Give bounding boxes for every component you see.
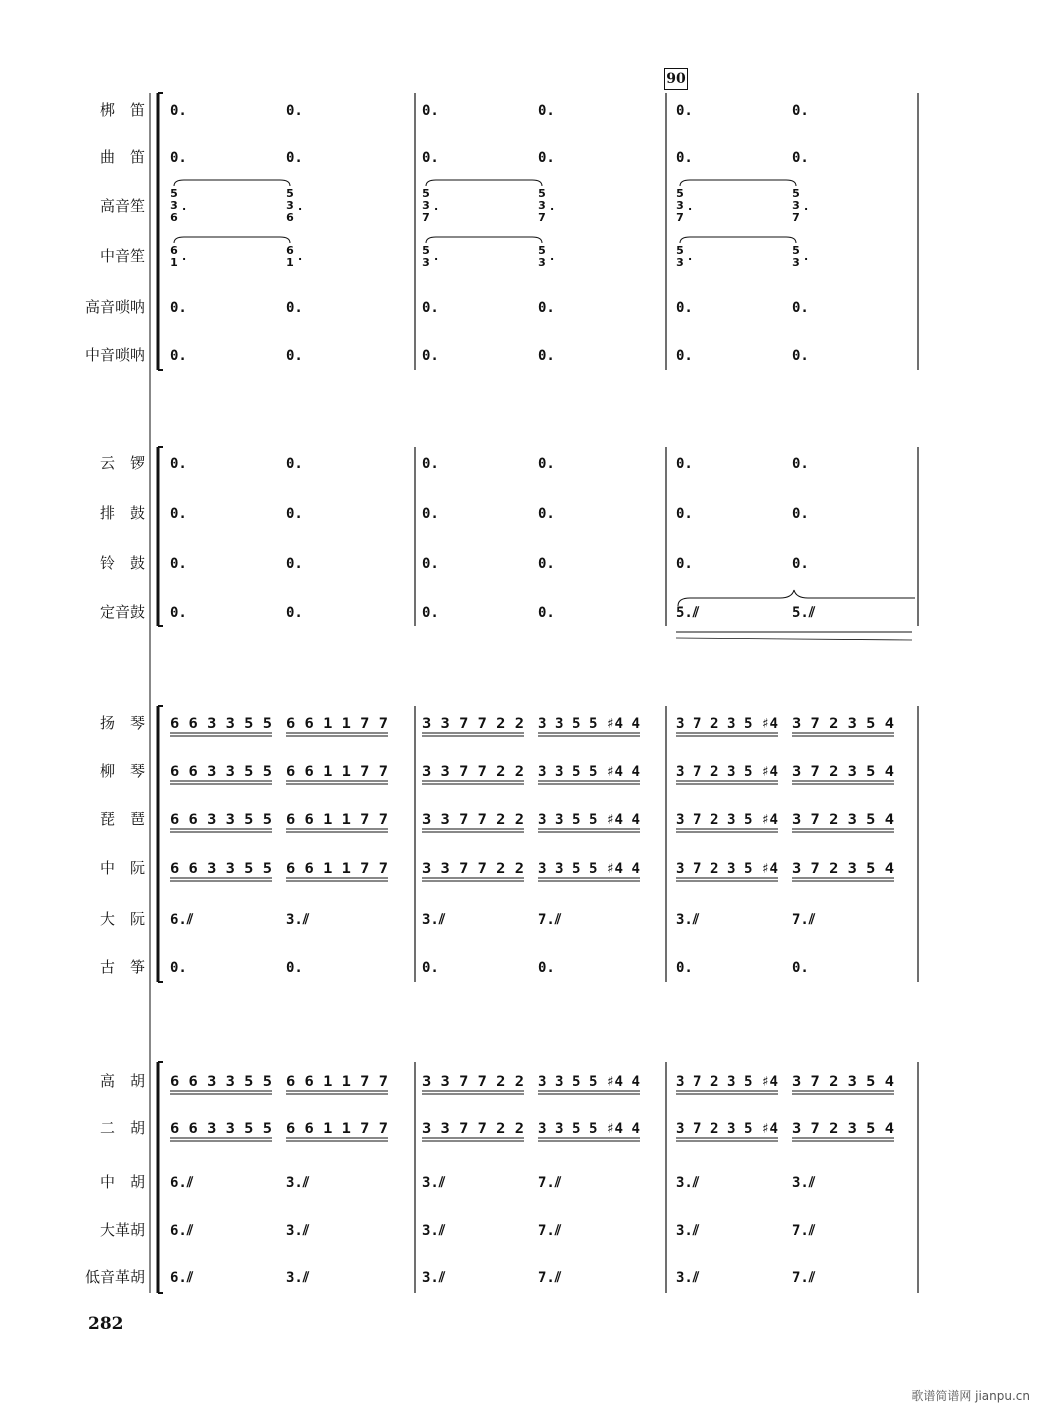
- measure-note: 6.⫽: [170, 1223, 194, 1239]
- dot-duration: .: [182, 200, 187, 213]
- measure-note: 0.: [676, 150, 693, 166]
- tie-arc: [426, 237, 542, 243]
- measure-run: 3 3 7 7 2 2: [422, 1074, 524, 1090]
- chord-note: 3: [538, 256, 546, 269]
- measure-note: 6.⫽: [170, 912, 194, 928]
- measure-note: 3.⫽: [422, 1223, 446, 1239]
- measure-note: 0.: [286, 960, 303, 976]
- measure-run: 3 7 2 3 5 ♯4: [676, 1074, 778, 1090]
- measure-run: 6 6 1 1 7 7: [286, 812, 388, 828]
- tie-arc: [174, 237, 290, 243]
- measure-note: 0.: [286, 605, 303, 621]
- dot-duration: .: [804, 200, 809, 213]
- instrument-label: 扬 琴: [99, 714, 145, 732]
- measure-run: 3 3 5 5 ♯4 4: [538, 764, 640, 780]
- chord-note: 3: [792, 256, 800, 269]
- measure-run: 3 3 7 7 2 2: [422, 1121, 524, 1137]
- measure-note: 7.⫽: [538, 912, 562, 928]
- measure-note: 3.⫽: [676, 912, 700, 928]
- measure-note: 0.: [422, 103, 439, 119]
- chord-note: 3: [170, 199, 178, 212]
- dot-duration: .: [182, 250, 187, 263]
- measure-run: 3 7 2 3 5 4: [792, 812, 894, 828]
- measure-note: 0.: [538, 300, 555, 316]
- instrument-label: 梆 笛: [99, 101, 145, 119]
- measure-note: 0.: [538, 556, 555, 572]
- tie-arc: [680, 180, 796, 186]
- measure-run: 3 3 5 5 ♯4 4: [538, 1121, 640, 1137]
- measure-note: 3.⫽: [286, 1270, 310, 1286]
- measure-run: 6 6 3 3 5 5: [170, 1074, 272, 1090]
- measure-run: 3 7 2 3 5 4: [792, 1074, 894, 1090]
- measure-run: 3 3 7 7 2 2: [422, 812, 524, 828]
- measure-note: 3.⫽: [422, 1270, 446, 1286]
- measure-note: 7.⫽: [792, 912, 816, 928]
- measure-run: 3 3 5 5 ♯4 4: [538, 716, 640, 732]
- measure-run: 3 7 2 3 5 ♯4: [676, 812, 778, 828]
- measure-run: 6 6 1 1 7 7: [286, 764, 388, 780]
- measure-note: 0.: [538, 150, 555, 166]
- chord-note: 7: [422, 211, 430, 224]
- measure-run: 6 6 1 1 7 7: [286, 1074, 388, 1090]
- measure-note: 0.: [792, 103, 809, 119]
- instrument-label: 高音唢呐: [84, 298, 145, 316]
- instrument-label: 高音笙: [99, 197, 145, 215]
- tie-arc: [174, 180, 290, 186]
- measure-run: 3 3 5 5 ♯4 4: [538, 1074, 640, 1090]
- instrument-label: 中音笙: [99, 247, 145, 265]
- measure-run: 3 7 2 3 5 4: [792, 716, 894, 732]
- measure-note: 0.: [170, 605, 187, 621]
- measure-run: 3 3 7 7 2 2: [422, 861, 524, 877]
- instrument-label: 大革胡: [99, 1221, 145, 1239]
- measure-note: 0.: [792, 960, 809, 976]
- measure-run: 6 6 1 1 7 7: [286, 716, 388, 732]
- instrument-label: 高 胡: [99, 1072, 145, 1090]
- dot-duration: .: [804, 250, 809, 263]
- chord-note: 1: [286, 256, 294, 269]
- measure-run: 6 6 1 1 7 7: [286, 861, 388, 877]
- measure-note: 0.: [286, 506, 303, 522]
- tie-arc: [678, 590, 915, 606]
- chord-note: 7: [538, 211, 546, 224]
- instrument-label: 云 锣: [99, 454, 145, 472]
- measure-note: 7.⫽: [792, 1270, 816, 1286]
- crescendo-line: [676, 638, 912, 640]
- measure-note: 0.: [676, 556, 693, 572]
- measure-note: 7.⫽: [538, 1175, 562, 1191]
- chord-note: 5: [422, 244, 430, 257]
- measure-run: 3 3 7 7 2 2: [422, 764, 524, 780]
- measure-note: 0.: [792, 348, 809, 364]
- chord-note: 7: [792, 211, 800, 224]
- dot-duration: .: [434, 250, 439, 263]
- measure-note: 6.⫽: [170, 1270, 194, 1286]
- measure-run: 6 6 3 3 5 5: [170, 764, 272, 780]
- measure-note: 7.⫽: [538, 1223, 562, 1239]
- instrument-label: 低音革胡: [84, 1268, 145, 1286]
- measure-run: 3 7 2 3 5 ♯4: [676, 1121, 778, 1137]
- tie-arc: [680, 237, 796, 243]
- measure-note: 0.: [676, 506, 693, 522]
- watermark: 歌谱简谱网 jianpu.cn: [911, 1389, 1030, 1403]
- chord-note: 1: [170, 256, 178, 269]
- chord-note: 3: [676, 256, 684, 269]
- measure-note: 0.: [676, 300, 693, 316]
- measure-note: 0.: [422, 506, 439, 522]
- dot-duration: .: [434, 200, 439, 213]
- measure-note: 0.: [170, 506, 187, 522]
- instrument-label: 曲 笛: [99, 148, 145, 166]
- chord-note: 3: [676, 199, 684, 212]
- measure-note: 0.: [676, 103, 693, 119]
- measure-run: 6 6 1 1 7 7: [286, 1121, 388, 1137]
- measure-note: 0.: [676, 960, 693, 976]
- measure-run: 3 7 2 3 5 4: [792, 764, 894, 780]
- chord-note: 7: [676, 211, 684, 224]
- measure-note: 0.: [422, 556, 439, 572]
- chord-note: 5: [286, 187, 294, 200]
- measure-run: 6 6 3 3 5 5: [170, 716, 272, 732]
- chord-note: 5: [792, 244, 800, 257]
- chord-note: 3: [286, 199, 294, 212]
- instrument-label: 柳 琴: [99, 762, 145, 780]
- measure-note: 0.: [538, 456, 555, 472]
- measure-note: 0.: [170, 556, 187, 572]
- measure-note: 0.: [422, 300, 439, 316]
- measure-note: 7.⫽: [538, 1270, 562, 1286]
- instrument-label: 二 胡: [99, 1119, 145, 1137]
- chord-note: 5: [170, 187, 178, 200]
- measure-note: 0.: [170, 150, 187, 166]
- measure-note: 0.: [170, 300, 187, 316]
- measure-note: 0.: [792, 506, 809, 522]
- measure-note: 0.: [792, 556, 809, 572]
- measure-run: 3 3 5 5 ♯4 4: [538, 812, 640, 828]
- measure-note: 3.⫽: [286, 912, 310, 928]
- chord-note: 6: [170, 211, 178, 224]
- tie-arc: [426, 180, 542, 186]
- measure-note: 0.: [792, 150, 809, 166]
- measure-run: 6 6 3 3 5 5: [170, 812, 272, 828]
- measure-run: 3 7 2 3 5 ♯4: [676, 764, 778, 780]
- measure-note: 0.: [792, 300, 809, 316]
- instrument-label: 古 筝: [99, 958, 145, 976]
- measure-note: 3.⫽: [422, 912, 446, 928]
- measure-run: 3 3 7 7 2 2: [422, 716, 524, 732]
- chord-note: 5: [792, 187, 800, 200]
- dot-duration: .: [550, 200, 555, 213]
- measure-run: 3 7 2 3 5 4: [792, 1121, 894, 1137]
- instrument-label: 中 胡: [99, 1173, 145, 1191]
- measure-run: 3 3 5 5 ♯4 4: [538, 861, 640, 877]
- measure-note: 7.⫽: [792, 1223, 816, 1239]
- measure-note: 0.: [286, 556, 303, 572]
- dot-duration: .: [298, 200, 303, 213]
- measure-run: 6 6 3 3 5 5: [170, 1121, 272, 1137]
- measure-note: 0.: [286, 456, 303, 472]
- measure-note: 0.: [538, 506, 555, 522]
- measure-run: 3 7 2 3 5 4: [792, 861, 894, 877]
- measure-note: 0.: [538, 960, 555, 976]
- instrument-label: 大 阮: [99, 910, 145, 928]
- measure-note: 0.: [170, 103, 187, 119]
- page-number: 282: [88, 1314, 124, 1334]
- measure-note: 0.: [170, 348, 187, 364]
- measure-note: 5.⫽: [792, 605, 816, 621]
- instrument-label: 铃 鼓: [99, 554, 145, 572]
- measure-note: 6.⫽: [170, 1175, 194, 1191]
- chord-note: 6: [286, 244, 294, 257]
- measure-run: 3 7 2 3 5 ♯4: [676, 716, 778, 732]
- measure-note: 3.⫽: [676, 1223, 700, 1239]
- measure-note: 3.⫽: [286, 1175, 310, 1191]
- measure-note: 3.⫽: [286, 1223, 310, 1239]
- instrument-label: 排 鼓: [99, 504, 145, 522]
- measure-note: 0.: [792, 456, 809, 472]
- measure-note: 0.: [422, 605, 439, 621]
- instrument-label: 定音鼓: [99, 603, 145, 621]
- measure-note: 0.: [422, 348, 439, 364]
- chord-note: 5: [538, 244, 546, 257]
- chord-note: 3: [538, 199, 546, 212]
- dot-duration: .: [688, 250, 693, 263]
- chord-note: 5: [676, 244, 684, 257]
- measure-run: 6 6 3 3 5 5: [170, 861, 272, 877]
- measure-note: 3.⫽: [676, 1270, 700, 1286]
- chord-note: 5: [422, 187, 430, 200]
- measure-note: 0.: [422, 960, 439, 976]
- measure-run: 3 7 2 3 5 ♯4: [676, 861, 778, 877]
- chord-note: 5: [676, 187, 684, 200]
- measure-note: 0.: [676, 456, 693, 472]
- measure-note: 0.: [538, 605, 555, 621]
- measure-note: 5.⫽: [676, 605, 700, 621]
- chord-note: 6: [286, 211, 294, 224]
- measure-note: 3.⫽: [422, 1175, 446, 1191]
- instrument-label: 琵 琶: [99, 810, 145, 828]
- measure-note: 0.: [286, 103, 303, 119]
- rehearsal-mark: 90: [664, 68, 688, 90]
- chord-note: 6: [170, 244, 178, 257]
- chord-note: 5: [538, 187, 546, 200]
- instrument-label: 中音唢呐: [84, 346, 145, 364]
- chord-note: 3: [422, 199, 430, 212]
- measure-note: 0.: [538, 348, 555, 364]
- measure-note: 0.: [286, 348, 303, 364]
- measure-note: 0.: [538, 103, 555, 119]
- instrument-label: 中 阮: [99, 859, 145, 877]
- dot-duration: .: [688, 200, 693, 213]
- chord-note: 3: [422, 256, 430, 269]
- chord-note: 3: [792, 199, 800, 212]
- dot-duration: .: [550, 250, 555, 263]
- measure-note: 0.: [170, 960, 187, 976]
- measure-note: 0.: [286, 150, 303, 166]
- measure-note: 0.: [170, 456, 187, 472]
- measure-note: 0.: [422, 456, 439, 472]
- measure-note: 0.: [422, 150, 439, 166]
- measure-note: 0.: [286, 300, 303, 316]
- measure-note: 0.: [676, 348, 693, 364]
- measure-note: 3.⫽: [676, 1175, 700, 1191]
- dot-duration: .: [298, 250, 303, 263]
- measure-note: 3.⫽: [792, 1175, 816, 1191]
